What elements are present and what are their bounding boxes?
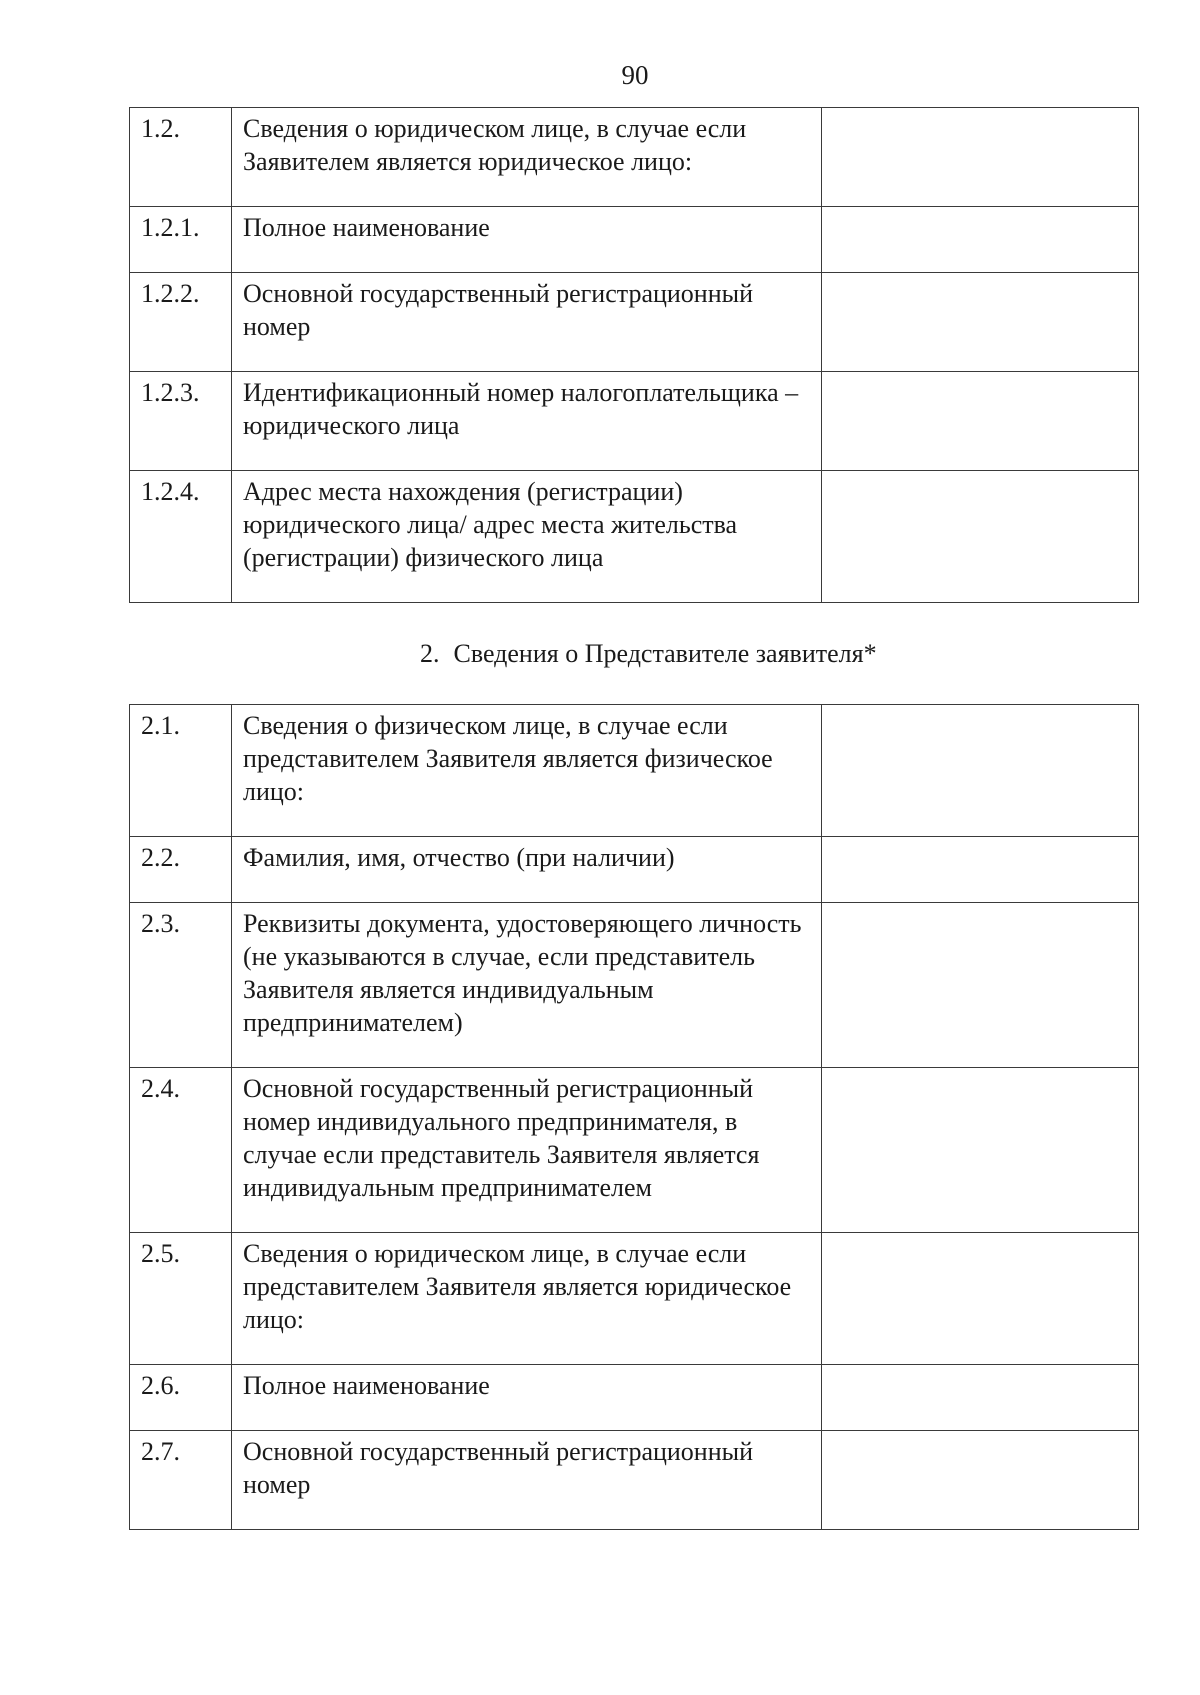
representative-table — [129, 704, 1139, 1530]
applicant-legal-entity-table — [129, 107, 1139, 603]
row-value-cell[interactable] — [822, 1233, 1139, 1365]
row-value-cell[interactable] — [822, 372, 1139, 471]
row-number: 2.1. — [130, 705, 232, 837]
row-number: 2.4. — [130, 1068, 232, 1233]
row-label: Основной государственный регистрационный номер — [232, 1431, 822, 1530]
row-number: 1.2. — [130, 108, 232, 207]
row-label: Сведения о юридическом лице, в случае если Заявителем является юридическое лицо: — [232, 108, 822, 207]
row-label: Основной государственный регистрационный номер — [232, 273, 822, 372]
row-number: 2.3. — [130, 903, 232, 1068]
row-label: Идентификационный номер налогоплательщика – юридического лица — [232, 372, 822, 471]
row-value-cell[interactable] — [822, 837, 1139, 903]
row-label: Полное наименование — [232, 207, 822, 273]
row-value-cell[interactable] — [822, 108, 1139, 207]
row-value-cell[interactable] — [822, 273, 1139, 372]
row-number: 1.2.2. — [130, 273, 232, 372]
row-value-cell[interactable] — [822, 471, 1139, 603]
row-number: 1.2.4. — [130, 471, 232, 603]
row-number: 2.6. — [130, 1365, 232, 1431]
table-row — [130, 837, 1139, 903]
section-number: 2. — [420, 639, 440, 668]
row-number: 2.7. — [130, 1431, 232, 1530]
row-number: 1.2.1. — [130, 207, 232, 273]
table-row — [130, 108, 1139, 207]
row-value-cell[interactable] — [822, 1068, 1139, 1233]
row-label: Основной государственный регистрационный номер индивидуального предпринимателя, в случае если представитель Заявителя является индивидуальным предпринимателем — [232, 1068, 822, 1233]
row-value-cell[interactable] — [822, 1365, 1139, 1431]
row-label: Фамилия, имя, отчество (при наличии) — [232, 837, 822, 903]
row-value-cell[interactable] — [822, 207, 1139, 273]
page-number: 90 — [621, 60, 649, 90]
section-heading — [420, 639, 877, 669]
table-row — [130, 705, 1139, 837]
row-value-cell[interactable] — [822, 705, 1139, 837]
table-row — [130, 207, 1139, 273]
row-label: Реквизиты документа, удостоверяющего личность (не указываются в случае, если представитель Заявителя является индивидуальным предпринимателем) — [232, 903, 822, 1068]
row-value-cell[interactable] — [822, 903, 1139, 1068]
row-number: 2.2. — [130, 837, 232, 903]
table-row — [130, 372, 1139, 471]
table-row — [130, 1365, 1139, 1431]
row-value-cell[interactable] — [822, 1431, 1139, 1530]
row-label: Полное наименование — [232, 1365, 822, 1431]
table-row — [130, 471, 1139, 603]
row-number: 2.5. — [130, 1233, 232, 1365]
table-row — [130, 1431, 1139, 1530]
section-title: Сведения о Представителе заявителя* — [453, 639, 877, 668]
table-row — [130, 1233, 1139, 1365]
table-row — [130, 1068, 1139, 1233]
row-label: Сведения о физическом лице, в случае если представителем Заявителя является физическое лицо: — [232, 705, 822, 837]
row-number: 1.2.3. — [130, 372, 232, 471]
table-row — [130, 903, 1139, 1068]
row-label: Сведения о юридическом лице, в случае если представителем Заявителя является юридическое лицо: — [232, 1233, 822, 1365]
row-label: Адрес места нахождения (регистрации) юридического лица/ адрес места жительства (регистрации) физического лица — [232, 471, 822, 603]
table-row — [130, 273, 1139, 372]
